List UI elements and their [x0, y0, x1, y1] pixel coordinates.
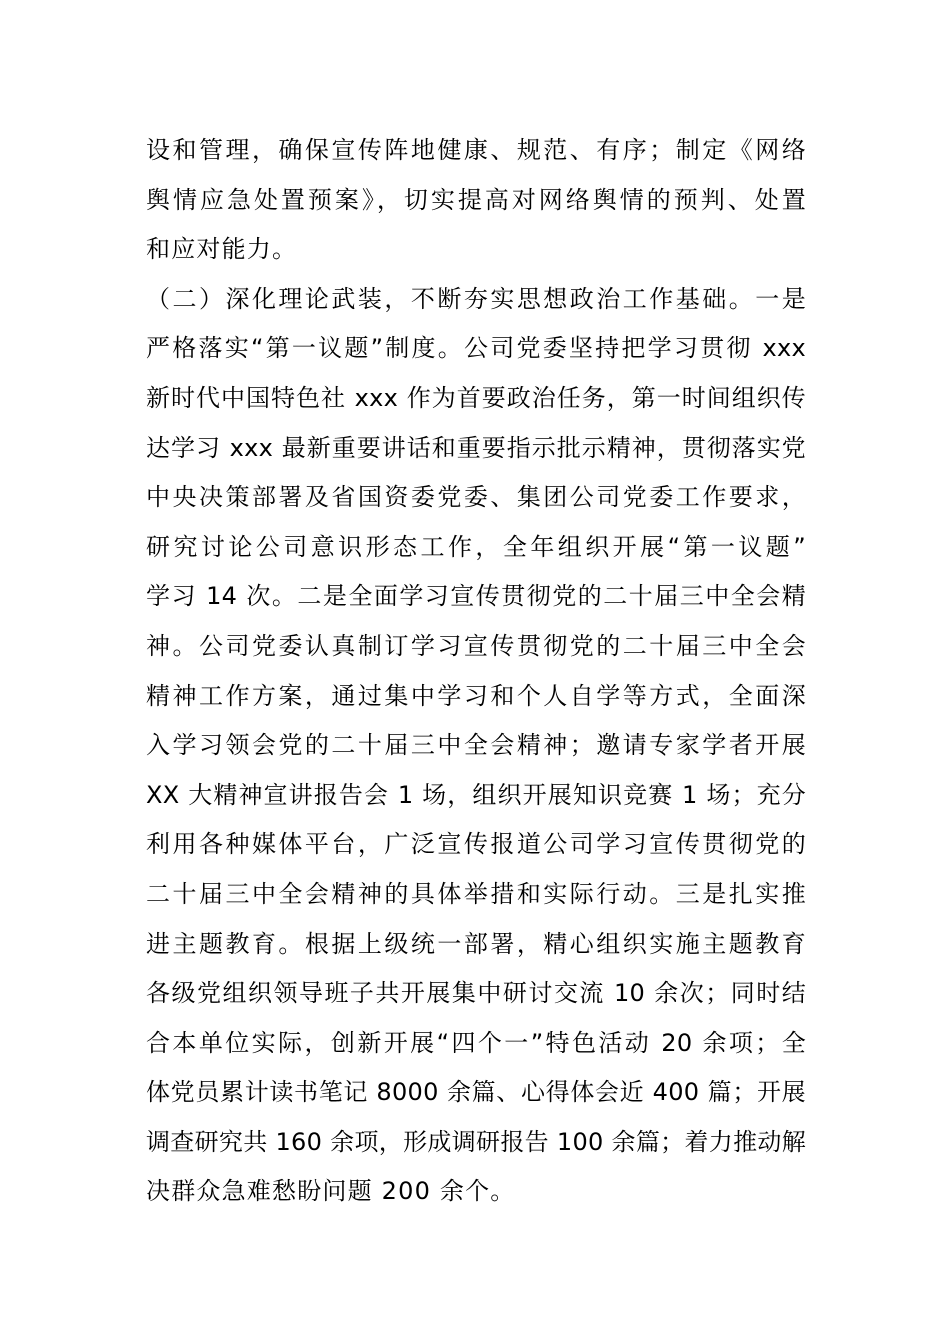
body-text [146, 126, 806, 1217]
text-line: 神。公司党委认真制订学习宣传贯彻党的二十届三中全会 [146, 631, 806, 660]
text-line: 进主题教育。根据上级统一部署，精心组织实施主题教育 [146, 929, 806, 958]
text-line: 中央决策部署及省国资委党委、集团公司党委工作要求， [146, 483, 806, 512]
text-line: 决群众急难愁盼问题 200 余个。 [146, 1177, 516, 1206]
text-line: 体党员累计读书笔记 8000 余篇、心得体会近 400 篇；开展 [146, 1078, 806, 1107]
text-line: 设和管理，确保宣传阵地健康、规范、有序；制定《网络 [146, 136, 806, 164]
text-line: 精神工作方案，通过集中学习和个人自学等方式，全面深 [146, 681, 806, 710]
text-line: 入学习领会党的二十届三中全会精神；邀请专家学者开展 [146, 731, 806, 760]
text-line: 利用各种媒体平台，广泛宣传报道公司学习宣传贯彻党的 [146, 830, 806, 859]
text-line: 学习 14 次。二是全面学习宣传贯彻党的二十届三中全会精 [146, 582, 806, 611]
text-line: XX 大精神宣讲报告会 1 场，组织开展知识竞赛 1 场；充分 [146, 780, 806, 809]
text-line: 二十届三中全会精神的具体举措和实际行动。三是扎实推 [146, 879, 806, 908]
text-line: 新时代中国特色社 xxx 作为首要政治任务，第一时间组织传 [146, 383, 806, 412]
text-line: 调查研究共 160 余项，形成调研报告 100 余篇；着力推动解 [146, 1127, 806, 1156]
text-line: 研究讨论公司意识形态工作，全年组织开展“第一议题” [146, 532, 806, 561]
text-line: 达学习 xxx 最新重要讲话和重要指示批示精神，贯彻落实党 [146, 433, 806, 462]
text-line: 合本单位实际，创新开展“四个一”特色活动 20 余项；全 [146, 1028, 806, 1057]
text-line: 舆情应急处置预案》，切实提高对网络舆情的预判、处置 [146, 185, 806, 214]
text-line: 各级党组织领导班子共开展集中研讨交流 10 余次；同时结 [146, 979, 806, 1008]
text-line: 和应对能力。 [146, 235, 298, 264]
section-heading-line: （二）深化理论武装，不断夯实思想政治工作基础。一是 [146, 284, 806, 313]
text-line: 严格落实“第一议题”制度。公司党委坚持把学习贯彻 xxx [146, 334, 806, 363]
